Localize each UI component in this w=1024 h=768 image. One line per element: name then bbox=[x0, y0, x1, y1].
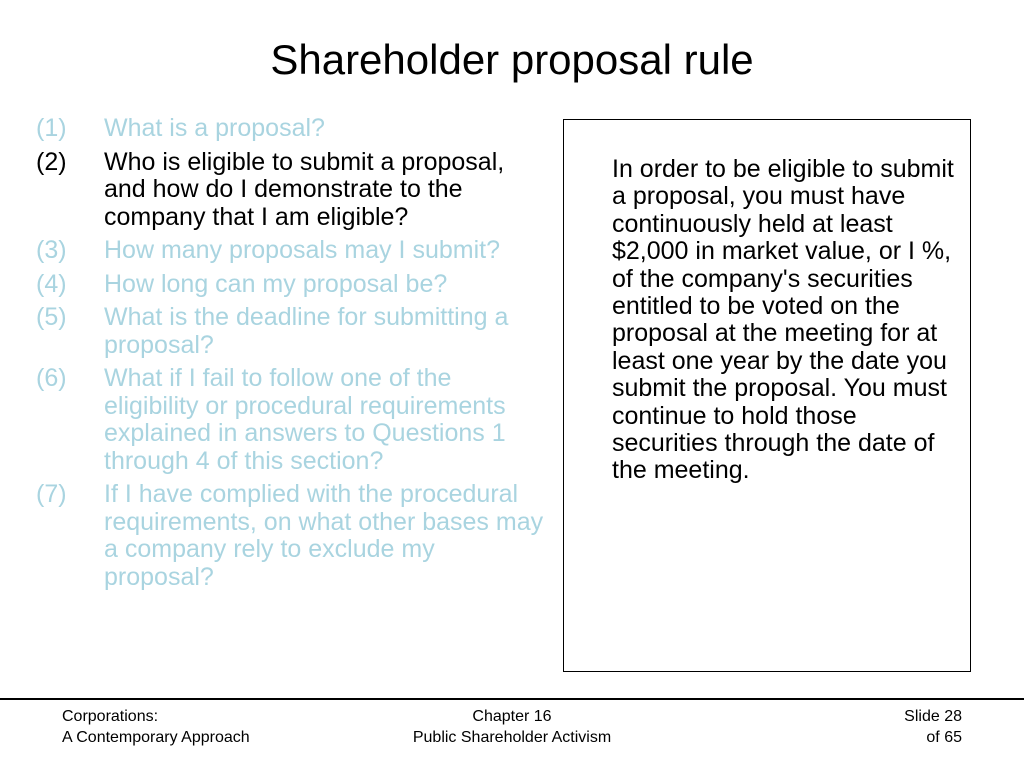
footer-course-title bbox=[62, 706, 250, 748]
question-item-7 bbox=[36, 481, 546, 591]
question-text: How long can my proposal be? bbox=[104, 269, 448, 298]
question-number: (7) bbox=[36, 480, 67, 508]
footer-divider bbox=[0, 698, 1024, 700]
question-item-5 bbox=[36, 304, 546, 359]
question-number: (4) bbox=[36, 269, 67, 298]
question-item-4 bbox=[36, 271, 546, 299]
question-number: (1) bbox=[36, 114, 67, 142]
question-number: (6) bbox=[36, 364, 67, 392]
slide-title: Shareholder proposal rule bbox=[270, 36, 754, 83]
question-item-1 bbox=[36, 115, 546, 143]
question-item-2 bbox=[36, 149, 546, 232]
question-number: (5) bbox=[36, 303, 67, 331]
footer-chapter-number: Chapter 16 bbox=[472, 708, 552, 725]
footer-slide-current: Slide 28 bbox=[904, 708, 962, 725]
question-text: How many proposals may I submit? bbox=[104, 236, 500, 264]
footer-chapter-title: Public Shareholder Activism bbox=[412, 729, 612, 746]
question-number: (2) bbox=[36, 147, 67, 176]
footer-course-line-1: Corporations: bbox=[62, 708, 159, 725]
question-list bbox=[36, 115, 546, 597]
footer-course-line-2: A Contemporary Approach bbox=[62, 729, 250, 746]
question-text: What if I fail to follow one of the eligibility or procedural requirements explained in answers to Questions 1 through 4 of this section? bbox=[104, 364, 506, 475]
footer-slide-total: of 65 bbox=[926, 729, 962, 746]
question-item-3 bbox=[36, 237, 546, 265]
question-text: If I have complied with the procedural requirements, on what other bases may a company rely to exclude my proposal? bbox=[104, 480, 544, 591]
footer-slide-number bbox=[904, 706, 962, 748]
question-text: Who is eligible to submit a proposal, and how do I demonstrate to the company that I am eligible? bbox=[104, 147, 505, 231]
question-text: What is the deadline for submitting a proposal? bbox=[104, 303, 509, 359]
question-item-6 bbox=[36, 365, 546, 475]
answer-box bbox=[563, 119, 971, 672]
footer-chapter bbox=[362, 706, 662, 748]
question-text: What is a proposal? bbox=[104, 114, 325, 142]
question-number: (3) bbox=[36, 236, 67, 264]
answer-text: In order to be eligible to submit a proposal, you must have continuously held at least $2,000 in market value, or I %, of the company's securities entitled to be voted on the proposal at the meeting for at least one year by the date you submit the proposal. You must continue to hold those securities through the date of the meeting. bbox=[612, 155, 954, 485]
